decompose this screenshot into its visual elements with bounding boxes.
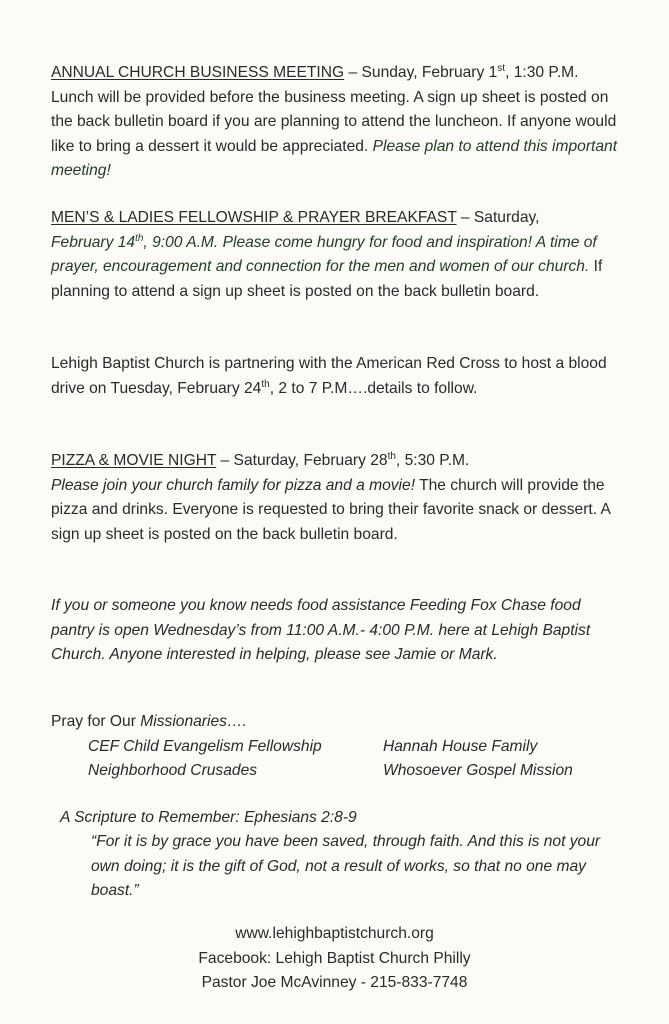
missionary-item: Whosoever Gospel Mission — [383, 762, 573, 779]
pizza-night-announcement — [51, 449, 621, 547]
fellowship-day: – Saturday, — [456, 209, 540, 226]
business-meeting-announcement — [51, 61, 621, 184]
scripture-label: A Scripture to Remember: Ephesians 2:8-9 — [60, 809, 357, 826]
missionaries-heading-plain: Pray for Our — [51, 713, 141, 730]
pastor-contact: Pastor Joe McAvinney - 215-833-7748 — [201, 974, 468, 991]
pizza-night-title: PIZZA & MOVIE NIGHT — [51, 452, 217, 469]
missionary-item: Hannah House Family — [383, 738, 538, 755]
contact-footer — [0, 922, 669, 996]
pizza-night-invite: Please join your church family for pizza and a movie! — [51, 476, 416, 494]
blood-drive-time: , 2 to 7 P.M….details to follow. — [269, 379, 478, 397]
business-meeting-date-sup: st — [497, 63, 506, 74]
pizza-night-date: – Saturday, February 28 — [216, 452, 388, 469]
missionary-item: Neighborhood Crusades — [88, 762, 258, 779]
pizza-night-body: The church will provide the pizza and drinks. Everyone is requested to bring their favorite snack or dessert. A sign up sheet is posted on the back bulletin board. — [51, 476, 611, 543]
fellowship-title: MEN’S & LADIES FELLOWSHIP & PRAYER BREAKFAST — [51, 209, 457, 226]
missionaries-heading-italic: Missionaries…. — [140, 713, 247, 730]
facebook-info: Facebook: Lehigh Baptist Church Philly — [198, 949, 471, 967]
food-pantry-announcement: If you or someone you know needs food assistance Feeding Fox Chase food pantry is open Wednesday’s from 11:00 A.M.- 4:00 P.M. here at Lehigh Baptist Church. Anyone interested in helping, please see Jamie or Mark. — [51, 597, 591, 663]
fellowship-date-sup: th — [135, 232, 144, 244]
pizza-night-date-sup: th — [387, 451, 396, 462]
scripture-quote: “For it is by grace you have been saved, through faith. And this is not your own doing; it is the gift of God, not a result of works, so that no one may boast.” — [91, 833, 601, 899]
pizza-night-time: , 5:30 P.M. — [395, 452, 470, 469]
business-meeting-date: – Sunday, February 1 — [344, 64, 498, 81]
blood-drive-text: Lehigh Baptist Church is partnering with the American Red Cross to host a blood drive on Tuesday, February 24 — [51, 355, 607, 397]
business-meeting-note: Please plan to attend this important meeting! — [51, 137, 618, 179]
fellowship-signup: If planning to attend a sign up sheet is posted on the back bulletin board. — [51, 258, 603, 300]
blood-drive-sup: th — [261, 378, 270, 390]
missionary-item: CEF Child Evangelism Fellowship — [88, 738, 322, 755]
website-link: www.lehighbaptistchurch.org — [235, 925, 434, 942]
fellowship-description: , 9:00 A.M. Please come hungry for food and inspiration! A time of prayer, encouragement and connection for the men and women of our church. — [51, 233, 597, 275]
business-meeting-title: ANNUAL CHURCH BUSINESS MEETING — [51, 64, 345, 81]
missionaries-heading — [51, 710, 621, 735]
business-meeting-body: Lunch will be provided before the business meeting. A sign up sheet is posted on the back bulletin board if you are planning to attend the luncheon. If anyone would like to bring a dessert it would be appreciated. — [51, 88, 617, 155]
business-meeting-time: , 1:30 P.M. — [505, 64, 579, 81]
fellowship-date: February 14 — [51, 233, 136, 251]
blood-drive-announcement — [51, 352, 621, 401]
fellowship-announcement — [51, 206, 621, 304]
